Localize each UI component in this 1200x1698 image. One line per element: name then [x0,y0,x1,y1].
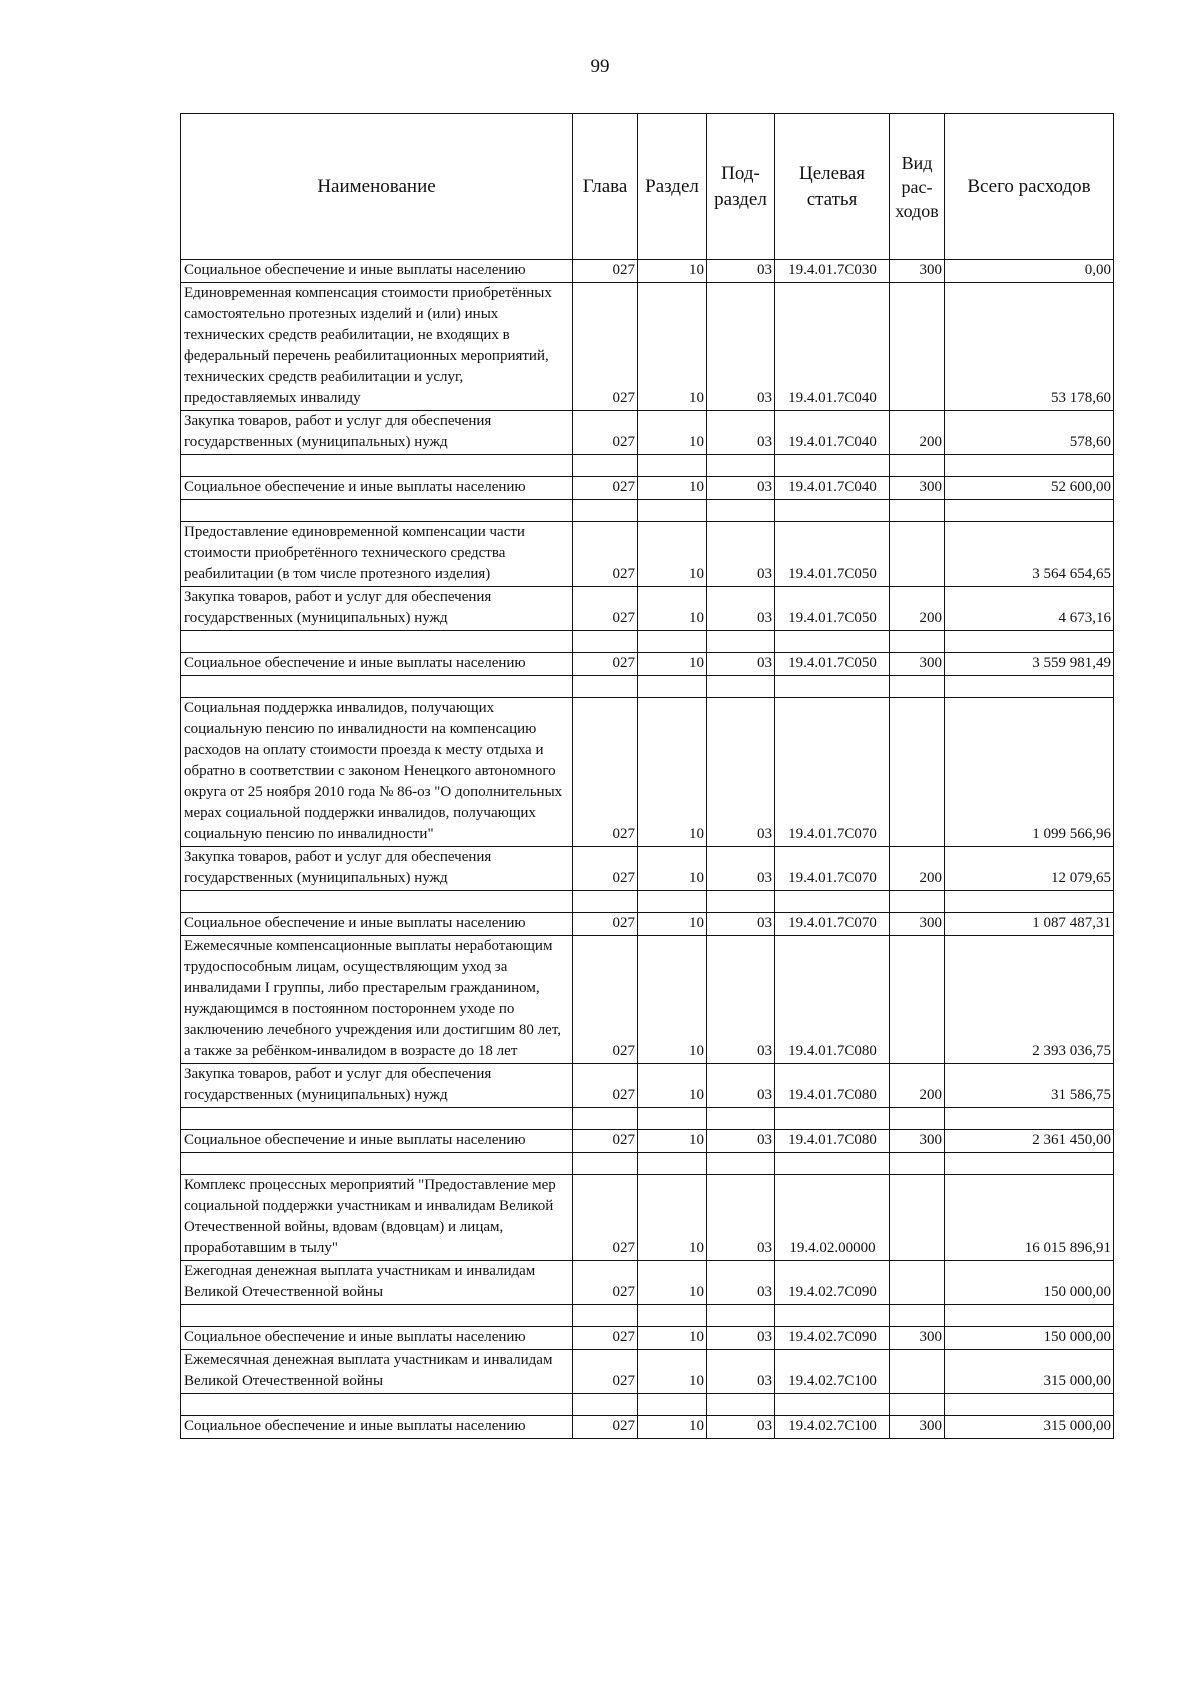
cell-name: Закупка товаров, работ и услуг для обеспечения государственных (муниципальных) нужд [181,1064,573,1108]
spacer-cell [890,455,945,477]
spacer-cell [707,1305,775,1327]
cell-name: Социальное обеспечение и иные выплаты населению [181,1416,573,1439]
table-spacer-row [181,500,1114,522]
spacer-cell [945,455,1114,477]
table-row [181,1261,1114,1305]
cell-total: 1 087 487,31 [945,913,1114,936]
cell-celevaya: 19.4.02.7С090 [775,1327,890,1350]
spacer-cell [573,1108,638,1130]
header-celevaya: Целевая статья [775,114,890,260]
header-vid: Вид рас-ходов [890,114,945,260]
spacer-cell [573,676,638,698]
spacer-cell [890,631,945,653]
cell-name: Закупка товаров, работ и услуг для обеспечения государственных (муниципальных) нужд [181,587,573,631]
spacer-cell [775,1305,890,1327]
cell-podrazdel: 03 [707,411,775,455]
cell-razdel: 10 [638,1064,707,1108]
cell-total: 2 393 036,75 [945,936,1114,1064]
table-row [181,1350,1114,1394]
cell-razdel: 10 [638,260,707,283]
spacer-cell [945,1305,1114,1327]
spacer-cell [573,455,638,477]
table-spacer-row [181,1108,1114,1130]
cell-glava: 027 [573,260,638,283]
cell-total: 1 099 566,96 [945,698,1114,847]
header-podrazdel: Под-раздел [707,114,775,260]
table-header-row [181,114,1114,260]
cell-razdel: 10 [638,1175,707,1261]
cell-celevaya: 19.4.02.7С100 [775,1350,890,1394]
cell-podrazdel: 03 [707,913,775,936]
cell-name: Предоставление единовременной компенсации части стоимости приобретённого технического средства реабилитации (в том числе протезного изделия) [181,522,573,587]
cell-name: Ежемесячная денежная выплата участникам и инвалидам Великой Отечественной войны [181,1350,573,1394]
table-row [181,1327,1114,1350]
cell-celevaya: 19.4.02.7С100 [775,1416,890,1439]
spacer-cell [707,1108,775,1130]
cell-podrazdel: 03 [707,1416,775,1439]
spacer-cell [181,1153,573,1175]
cell-razdel: 10 [638,477,707,500]
spacer-cell [775,500,890,522]
page-number: 99 [590,56,610,77]
spacer-cell [707,1153,775,1175]
spacer-cell [573,891,638,913]
cell-podrazdel: 03 [707,587,775,631]
spacer-cell [890,1394,945,1416]
cell-total: 0,00 [945,260,1114,283]
spacer-cell [638,891,707,913]
cell-podrazdel: 03 [707,936,775,1064]
table-row [181,1064,1114,1108]
cell-vid [890,1350,945,1394]
cell-celevaya: 19.4.01.7С050 [775,522,890,587]
cell-podrazdel: 03 [707,847,775,891]
cell-name: Ежегодная денежная выплата участникам и инвалидам Великой Отечественной войны [181,1261,573,1305]
table-row [181,653,1114,676]
cell-name: Комплекс процессных мероприятий "Предоставление мер социальной поддержки участникам и инвалидам Великой Отечественной войны, вдовам (вдовцам) и лицам, проработавшим в тылу" [181,1175,573,1261]
table-row [181,477,1114,500]
spacer-cell [775,631,890,653]
cell-vid: 300 [890,477,945,500]
cell-podrazdel: 03 [707,283,775,411]
cell-total: 12 079,65 [945,847,1114,891]
cell-razdel: 10 [638,653,707,676]
spacer-cell [890,1305,945,1327]
spacer-cell [945,1394,1114,1416]
spacer-cell [707,1394,775,1416]
table-spacer-row [181,891,1114,913]
spacer-cell [775,1108,890,1130]
table-row [181,283,1114,411]
spacer-cell [890,676,945,698]
spacer-cell [181,1108,573,1130]
spacer-cell [890,891,945,913]
cell-glava: 027 [573,522,638,587]
spacer-cell [707,631,775,653]
cell-name: Социальное обеспечение и иные выплаты населению [181,1130,573,1153]
spacer-cell [945,1153,1114,1175]
cell-celevaya: 19.4.02.7С090 [775,1261,890,1305]
table-row [181,1416,1114,1439]
header-name: Наименование [181,114,573,260]
cell-total: 4 673,16 [945,587,1114,631]
cell-razdel: 10 [638,587,707,631]
spacer-cell [945,500,1114,522]
spacer-cell [181,500,573,522]
spacer-cell [638,455,707,477]
spacer-cell [707,455,775,477]
cell-name: Закупка товаров, работ и услуг для обеспечения государственных (муниципальных) нужд [181,411,573,455]
spacer-cell [638,500,707,522]
table-row [181,260,1114,283]
spacer-cell [707,500,775,522]
cell-podrazdel: 03 [707,477,775,500]
cell-podrazdel: 03 [707,522,775,587]
cell-total: 53 178,60 [945,283,1114,411]
cell-glava: 027 [573,411,638,455]
cell-vid: 200 [890,847,945,891]
cell-glava: 027 [573,1261,638,1305]
cell-total: 150 000,00 [945,1327,1114,1350]
cell-razdel: 10 [638,1416,707,1439]
cell-razdel: 10 [638,411,707,455]
cell-razdel: 10 [638,1350,707,1394]
header-total: Всего расходов [945,114,1114,260]
table-row [181,411,1114,455]
cell-glava: 027 [573,653,638,676]
spacer-cell [181,676,573,698]
cell-glava: 027 [573,913,638,936]
table-row [181,522,1114,587]
table-row [181,936,1114,1064]
cell-glava: 027 [573,283,638,411]
cell-total: 3 559 981,49 [945,653,1114,676]
cell-razdel: 10 [638,1130,707,1153]
cell-podrazdel: 03 [707,1261,775,1305]
cell-celevaya: 19.4.01.7С070 [775,698,890,847]
cell-vid [890,936,945,1064]
cell-podrazdel: 03 [707,1350,775,1394]
cell-podrazdel: 03 [707,1064,775,1108]
cell-celevaya: 19.4.01.7С040 [775,477,890,500]
cell-total: 315 000,00 [945,1350,1114,1394]
cell-celevaya: 19.4.01.7С030 [775,260,890,283]
table-row [181,698,1114,847]
cell-glava: 027 [573,936,638,1064]
spacer-cell [638,1153,707,1175]
cell-celevaya: 19.4.01.7С080 [775,936,890,1064]
cell-vid: 200 [890,1064,945,1108]
cell-razdel: 10 [638,522,707,587]
cell-podrazdel: 03 [707,1175,775,1261]
cell-total: 150 000,00 [945,1261,1114,1305]
spacer-cell [638,1394,707,1416]
spacer-cell [573,1153,638,1175]
spacer-cell [181,1394,573,1416]
spacer-cell [638,631,707,653]
cell-celevaya: 19.4.02.00000 [775,1175,890,1261]
cell-glava: 027 [573,847,638,891]
cell-glava: 027 [573,587,638,631]
cell-razdel: 10 [638,1261,707,1305]
cell-vid: 300 [890,1416,945,1439]
spacer-cell [573,631,638,653]
spacer-cell [775,1394,890,1416]
spacer-cell [638,1305,707,1327]
spacer-cell [775,676,890,698]
table-body [181,260,1114,1439]
cell-name: Социальное обеспечение и иные выплаты населению [181,913,573,936]
table-row [181,587,1114,631]
cell-razdel: 10 [638,936,707,1064]
spacer-cell [181,891,573,913]
spacer-cell [945,676,1114,698]
spacer-cell [638,676,707,698]
spacer-cell [890,1108,945,1130]
cell-glava: 027 [573,477,638,500]
cell-glava: 027 [573,1350,638,1394]
spacer-cell [945,1108,1114,1130]
cell-vid: 300 [890,1327,945,1350]
spacer-cell [181,631,573,653]
cell-celevaya: 19.4.01.7С040 [775,283,890,411]
cell-celevaya: 19.4.01.7С040 [775,411,890,455]
spacer-cell [181,1305,573,1327]
cell-podrazdel: 03 [707,1130,775,1153]
table-spacer-row [181,676,1114,698]
cell-glava: 027 [573,1130,638,1153]
cell-vid [890,1175,945,1261]
spacer-cell [573,1394,638,1416]
spacer-cell [181,455,573,477]
spacer-cell [707,676,775,698]
table-spacer-row [181,1153,1114,1175]
budget-table [180,113,1114,1439]
cell-celevaya: 19.4.01.7С080 [775,1064,890,1108]
cell-podrazdel: 03 [707,698,775,847]
table-spacer-row [181,1305,1114,1327]
table-row [181,913,1114,936]
cell-razdel: 10 [638,1327,707,1350]
cell-vid: 300 [890,653,945,676]
spacer-cell [775,891,890,913]
table-spacer-row [181,455,1114,477]
spacer-cell [945,891,1114,913]
spacer-cell [775,455,890,477]
cell-total: 578,60 [945,411,1114,455]
cell-vid: 200 [890,587,945,631]
spacer-cell [890,500,945,522]
cell-podrazdel: 03 [707,653,775,676]
cell-celevaya: 19.4.01.7С070 [775,913,890,936]
table-row [181,1130,1114,1153]
cell-glava: 027 [573,698,638,847]
cell-total: 16 015 896,91 [945,1175,1114,1261]
cell-total: 3 564 654,65 [945,522,1114,587]
table-spacer-row [181,1394,1114,1416]
cell-name: Социальное обеспечение и иные выплаты населению [181,1327,573,1350]
cell-vid: 200 [890,411,945,455]
cell-glava: 027 [573,1064,638,1108]
cell-total: 52 600,00 [945,477,1114,500]
cell-total: 2 361 450,00 [945,1130,1114,1153]
cell-glava: 027 [573,1175,638,1261]
spacer-cell [638,1108,707,1130]
table-row [181,1175,1114,1261]
cell-name: Закупка товаров, работ и услуг для обеспечения государственных (муниципальных) нужд [181,847,573,891]
cell-glava: 027 [573,1327,638,1350]
cell-podrazdel: 03 [707,260,775,283]
table-spacer-row [181,631,1114,653]
cell-vid [890,698,945,847]
cell-vid [890,522,945,587]
spacer-cell [890,1153,945,1175]
header-razdel: Раздел [638,114,707,260]
cell-name: Социальное обеспечение и иные выплаты населению [181,260,573,283]
cell-celevaya: 19.4.01.7С070 [775,847,890,891]
cell-podrazdel: 03 [707,1327,775,1350]
cell-vid [890,1261,945,1305]
spacer-cell [573,1305,638,1327]
spacer-cell [573,500,638,522]
cell-razdel: 10 [638,847,707,891]
cell-celevaya: 19.4.01.7С080 [775,1130,890,1153]
cell-name: Единовременная компенсация стоимости приобретённых самостоятельно протезных изделий и (или) иных технических средств реабилитации, не входящих в федеральный перечень реабилитационных мероприятий, технических средств реабилитации и услуг, предоставляемых инвалиду [181,283,573,411]
cell-celevaya: 19.4.01.7С050 [775,587,890,631]
cell-total: 315 000,00 [945,1416,1114,1439]
cell-total: 31 586,75 [945,1064,1114,1108]
cell-vid: 300 [890,913,945,936]
cell-razdel: 10 [638,698,707,847]
cell-glava: 027 [573,1416,638,1439]
cell-razdel: 10 [638,913,707,936]
spacer-cell [707,891,775,913]
cell-vid: 300 [890,260,945,283]
spacer-cell [775,1153,890,1175]
table-row [181,847,1114,891]
header-glava: Глава [573,114,638,260]
cell-vid: 300 [890,1130,945,1153]
cell-celevaya: 19.4.01.7С050 [775,653,890,676]
spacer-cell [945,631,1114,653]
cell-name: Ежемесячные компенсационные выплаты неработающим трудоспособным лицам, осуществляющим уход за инвалидами I группы, либо престарелым гражданином, нуждающимся в постоянном постороннем уходе по заключению лечебного учреждения или достигшим 80 лет, а также за ребёнком-инвалидом в возрасте до 18 лет [181,936,573,1064]
cell-name: Социальная поддержка инвалидов, получающих социальную пенсию по инвалидности на компенсацию расходов на оплату стоимости проезда к месту отдыха и обратно в соответствии с законом Ненецкого автономного округа от 25 ноября 2010 года № 86-оз "О дополнительных мерах социальной поддержки инвалидов, получающих социальную пенсию по инвалидности" [181,698,573,847]
cell-name: Социальное обеспечение и иные выплаты населению [181,653,573,676]
cell-vid [890,283,945,411]
cell-razdel: 10 [638,283,707,411]
cell-name: Социальное обеспечение и иные выплаты населению [181,477,573,500]
